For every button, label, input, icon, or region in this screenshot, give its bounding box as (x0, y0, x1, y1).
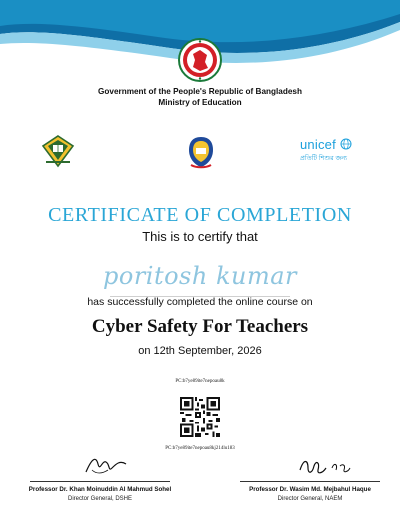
signatory-name-naem: Professor Dr. Wasim Md. Mejbahul Haque (249, 486, 371, 493)
verification-code-bottom: PC:b7ye89ite7nepoau8kj214lu183 (165, 446, 235, 451)
qr-code-icon[interactable] (180, 397, 220, 437)
unicef-tagline: প্রতিটি শিশুর জন্য (300, 155, 348, 162)
bangladesh-government-seal-icon (178, 38, 222, 82)
certificate-title: CERTIFICATE OF COMPLETION (48, 204, 352, 226)
course-name: Cyber Safety For Teachers (91, 316, 309, 337)
signatory-role-naem: Director General, NAEM (277, 496, 343, 502)
ministry-name: Ministry of Education (158, 98, 242, 107)
signature-naem-icon (296, 454, 354, 478)
verification-code-top: PC:b7ye89ite7nepoau8k (175, 379, 225, 384)
signature-line-right (240, 481, 380, 482)
certify-text: This is to certify that (142, 229, 258, 244)
completion-date: on 12th September, 2026 (138, 345, 262, 357)
unicef-globe-icon (340, 138, 352, 150)
government-name: Government of the People's Republic of Bangladesh (98, 87, 302, 96)
completion-text: has successfully completed the online course on (87, 296, 313, 308)
signatory-role-dshe: Director General, DSHE (67, 496, 133, 502)
signature-dshe-icon (82, 452, 132, 478)
naem-emblem-icon (186, 135, 216, 169)
dshe-emblem-icon (40, 134, 76, 168)
recipient-name: poritosh kumar (103, 262, 297, 290)
unicef-wordmark: unicef (300, 137, 336, 152)
government-heading (0, 86, 400, 108)
unicef-logo (300, 137, 370, 164)
signature-line-left (30, 481, 170, 482)
signatory-name-dshe: Professor Dr. Khan Moinuddin Al Mahmud Sohel (28, 486, 172, 493)
